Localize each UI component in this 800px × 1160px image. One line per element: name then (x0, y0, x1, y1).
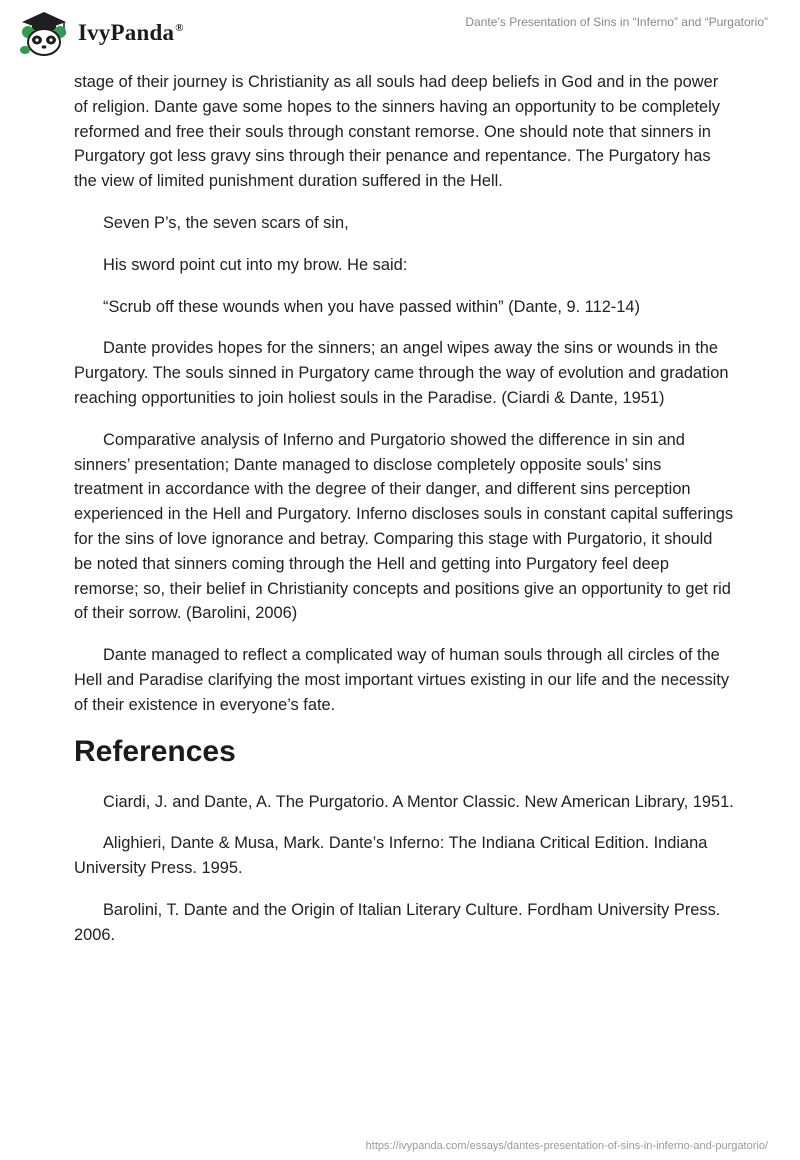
page-header (0, 0, 800, 64)
body-paragraph: Dante managed to reflect a complicated way of human souls through all circles of the Hell and Paradise clarifying the most important virtues existing in our life and the necessity of their existence in everyone’s fate. (74, 646, 730, 714)
panda-logo-icon[interactable] (14, 8, 74, 58)
body-paragraph: Comparative analysis of Inferno and Purgatorio showed the difference in sin and sinners’ presentation; Dante managed to disclose completely opposite souls’ sins treatment in accordance with the degree of their danger, and different sins perception experienced in the Hell and Purgatory. Inferno discloses souls in constant capital sufferings for the sins of love ignorance and betray. Comparing this stage with Purgatorio, it should be noted that sinners coming through the Hell and getting into Purgatory feel deep remorse; so, their belief in Christianity concepts and positions give an opportunity to get rid of their sorrow. (Barolini, 2006) (74, 430, 734, 623)
body-paragraph-continuation: stage of their journey is Christianity as all souls had deep beliefs in God and in the power of religion. Dante gave some hopes to the sinners having an opportunity to be completely reformed and free their souls through constant remorse. One should note that sinners in Purgatory got less gravy sins through their penance and repentance. The Purgatory has the view of limited punishment duration suffered in the Hell. (74, 73, 721, 191)
document-title: Dante’s Presentation of Sins in “Inferno” and “Purgatorio” (465, 15, 768, 29)
essay-content (74, 70, 734, 965)
brand-name-text: IvyPanda (78, 20, 175, 45)
quote-line-3: “Scrub off these wounds when you have passed within” (Dante, 9. 112-14) (103, 297, 640, 316)
footer-url-link[interactable]: https://ivypanda.com/essays/dantes-presentation-of-sins-in-inferno-and-purgatorio/ (365, 1140, 768, 1152)
quote-line-2: His sword point cut into my brow. He said: (103, 255, 408, 274)
quote-line-1: Seven P’s, the seven scars of sin, (103, 213, 349, 232)
reference-item: Alighieri, Dante & Musa, Mark. Dante’s Inferno: The Indiana Critical Edition. Indiana University Press. 1995. (74, 834, 708, 878)
brand-name[interactable] (78, 20, 184, 46)
reference-item: Ciardi, J. and Dante, A. The Purgatorio. A Mentor Classic. New American Library, 1951. (103, 792, 734, 811)
registered-mark: ® (175, 22, 184, 35)
references-heading: References (74, 734, 236, 768)
body-paragraph: Dante provides hopes for the sinners; an angel wipes away the sins or wounds in the Purgatory. The souls sinned in Purgatory came through the way of evolution and gradation reaching opportunities to join holiest souls in the Paradise. (Ciardi & Dante, 1951) (74, 339, 729, 407)
reference-item: Barolini, T. Dante and the Origin of Italian Literary Culture. Fordham University Press. 2006. (74, 900, 721, 944)
